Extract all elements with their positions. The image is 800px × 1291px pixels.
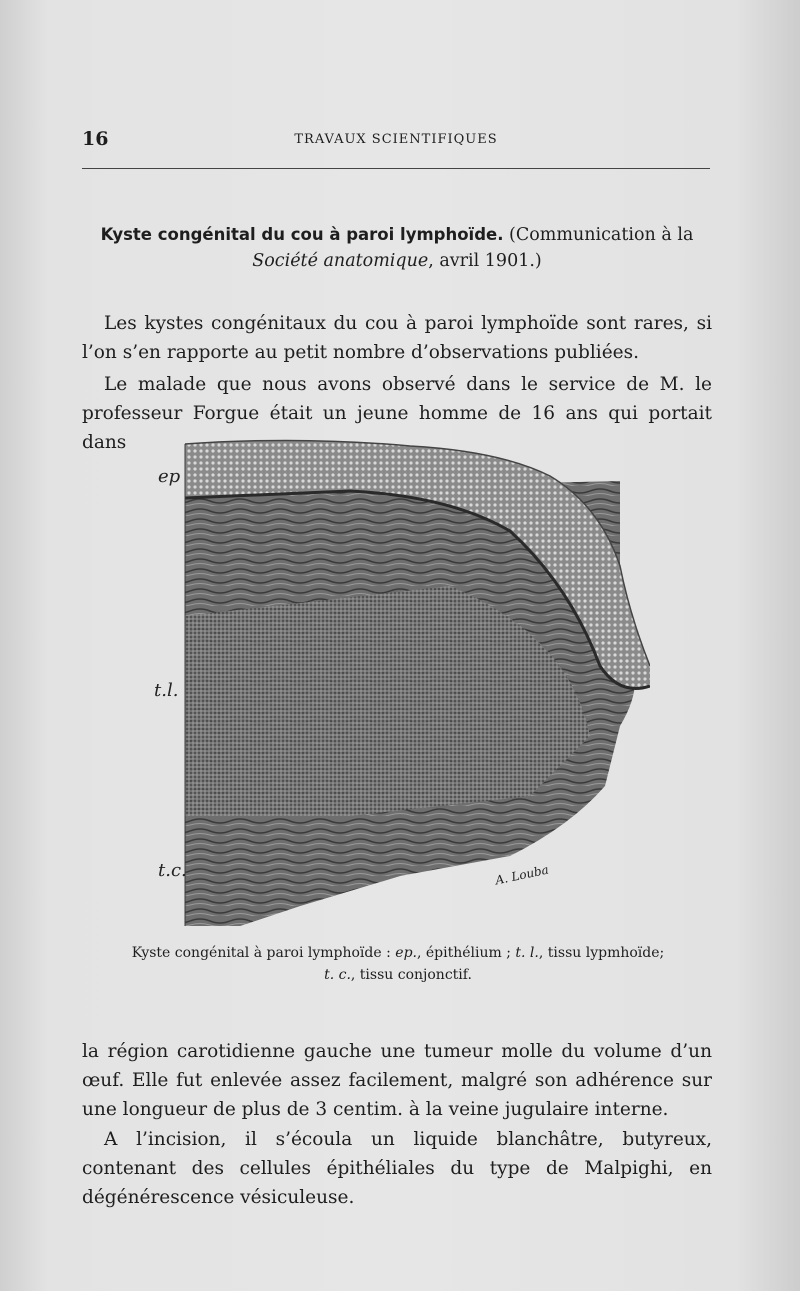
paragraph-tumor: la région carotidienne gauche une tumeur molle du volume d’un œuf. Elle fut enlevée assez facilement, malgré son adhérence sur une longueur de plus de 3 centim. à la veine jugulaire interne. <box>82 1040 712 1120</box>
figure-caption <box>82 942 714 986</box>
tissue-illustration <box>150 436 650 926</box>
figure-label-lymphoid-tissue: t.l. <box>154 680 179 701</box>
figure-label-connective-tissue: t.c. <box>158 860 187 881</box>
figure-label-epithelium: ep <box>158 466 181 487</box>
running-head: TRAVAUX SCIENTIFIQUES <box>294 132 498 147</box>
caption-tl-abbr: t. l. <box>515 945 539 961</box>
article-meta-before: (Communication à la <box>509 225 694 245</box>
caption-tc-abbr: t. c. <box>324 967 351 983</box>
page-number: 16 <box>82 128 109 150</box>
artist-signature: A. Louba <box>494 862 550 888</box>
paragraph-intro: Les kystes congénitaux du cou à paroi lymphoïde sont rares, si l’on s’en rapporte au petit nombre d’observations publiées. <box>82 312 712 363</box>
header-rule <box>82 168 710 169</box>
article-heading <box>82 222 712 274</box>
caption-ep-abbr: ep. <box>395 945 417 961</box>
page-header <box>82 128 710 152</box>
paragraph-case: Le malade que nous avons observé dans le service de M. le professeur Forgue était un jeune homme de 16 ans qui portait dans <box>82 373 712 453</box>
article-meta-after: , avril 1901.) <box>428 251 542 271</box>
paragraph-incision: A l’incision, il s’écoula un liquide blanchâtre, butyreux, contenant des cellules épithéliales du type de Malpighi, en dégénérescence vésiculeuse. <box>82 1128 712 1208</box>
article-meta-society: Société anatomique <box>252 251 429 271</box>
histology-figure <box>150 436 650 926</box>
caption-tl-text: , tissu lypmhoïde; <box>538 945 665 961</box>
article-title: Kyste congénital du cou à paroi lymphoïde. <box>100 225 504 244</box>
caption-tc-text: , tissu conjonctif. <box>350 967 472 983</box>
caption-ep-text: , épithélium ; <box>416 945 511 961</box>
caption-lead: Kyste congénital à paroi lymphoïde : <box>131 945 391 961</box>
